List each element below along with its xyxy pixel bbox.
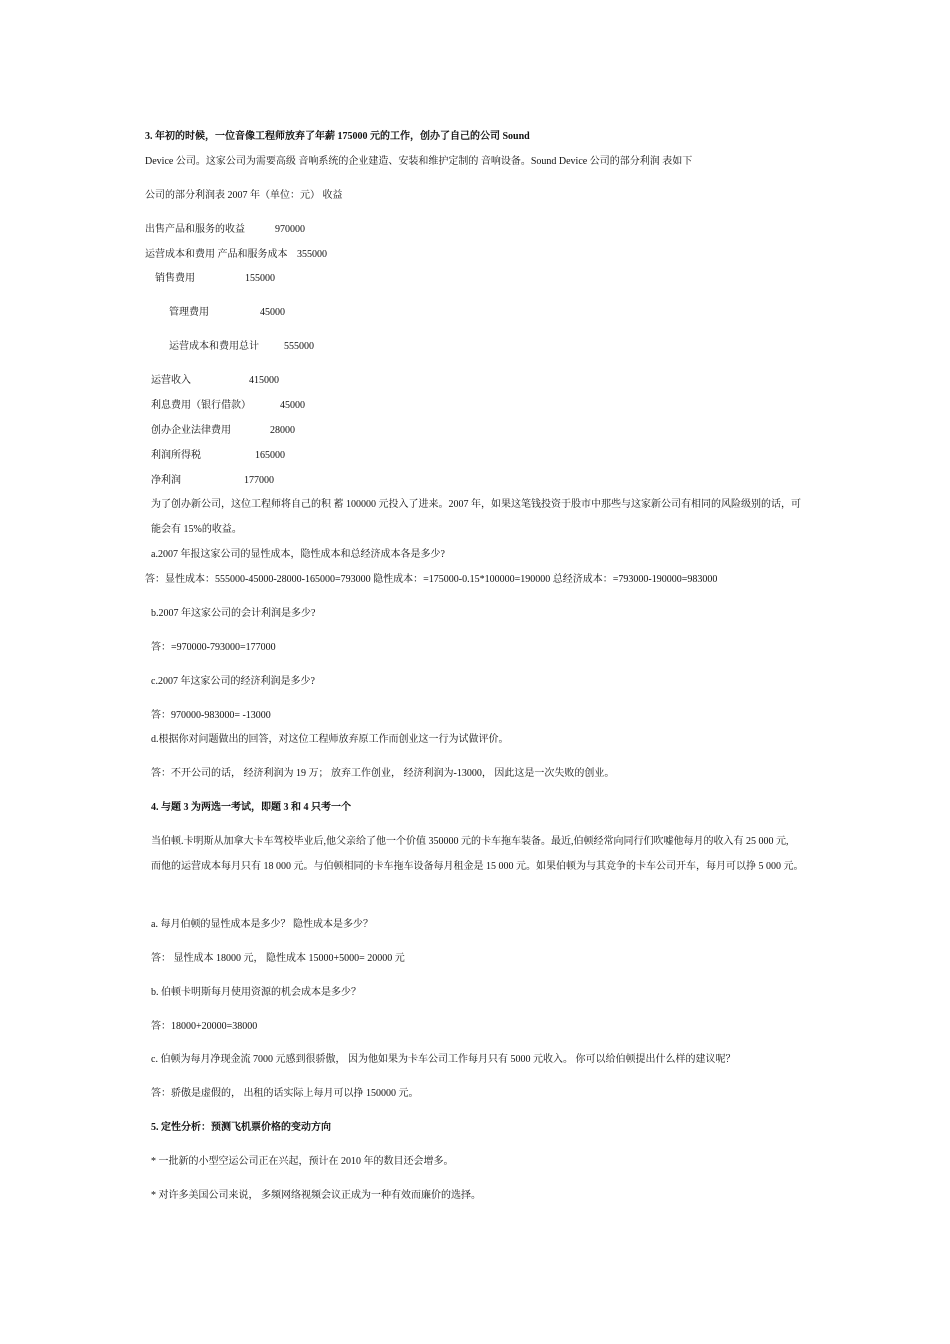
q3-answer-a: 答：显性成本：555000-45000-28000-165000=793000 隐性成本：=175000-0.15*100000=190000 总经济成本：=793000-190000=983000	[145, 574, 718, 585]
row-label: 利息费用（银行借款）	[151, 400, 251, 411]
q4-heading: 4. 与题 3 为两选一考试，即题 3 和 4 只考一个	[151, 802, 351, 813]
row-value: 28000	[270, 425, 295, 436]
row-value: 45000	[260, 307, 285, 318]
q3-answer-d: 答：不开公司的话， 经济利润为 19 万； 放弃工作创业， 经济利润为-13000， 因此这是一次失败的创业。	[151, 768, 615, 779]
row-label: 利润所得税	[151, 450, 201, 461]
q3-intro: Device 公司。这家公司为需要高级 音响系统的企业建造、安装和维护定制的 音响设备。Sound Device 公司的部分利润 表如下	[145, 156, 693, 167]
q3-question-c: c.2007 年这家公司的经济利润是多少?	[151, 676, 315, 687]
row-label: 净利润	[151, 475, 181, 486]
q3-question-d: d.根据你对问题做出的回答，对这位工程师放弃原工作而创业这一行为试做评价。	[151, 734, 509, 745]
row-label: 出售产品和服务的收益	[145, 224, 245, 235]
q5-heading: 5. 定性分析：预测飞机票价格的变动方向	[151, 1122, 331, 1133]
row-value: 155000	[245, 273, 275, 284]
q4-answer-b: 答：18000+20000=38000	[151, 1021, 258, 1032]
q3-heading: 3. 年初的时候，一位音像工程师放弃了年薪 175000 元的工作，创办了自己的公司 Sound	[145, 131, 530, 142]
q3-answer-c: 答：970000-983000= -13000	[151, 710, 271, 721]
row-label: 销售费用	[155, 273, 195, 284]
row-label: 运营成本和费用 产品和服务成本	[145, 249, 288, 260]
row-value: 355000	[297, 249, 327, 260]
row-label: 运营成本和费用总计	[169, 341, 259, 352]
q4-answer-c: 答：骄傲是虚假的， 出租的话实际上每月可以挣 150000 元。	[151, 1088, 419, 1099]
row-value: 177000	[244, 475, 274, 486]
q4-question-b: b. 伯顿卡明斯每月使用资源的机会成本是多少？	[151, 987, 361, 998]
q3-paragraph-line2: 能会有 15%的收益。	[151, 524, 242, 535]
q3-question-b: b.2007 年这家公司的会计利润是多少?	[151, 608, 316, 619]
row-value: 165000	[255, 450, 285, 461]
income-statement-title: 公司的部分利润表 2007 年（单位：元） 收益	[145, 190, 343, 201]
row-value: 970000	[275, 224, 305, 235]
row-value: 415000	[249, 375, 279, 386]
row-value: 555000	[284, 341, 314, 352]
q4-paragraph-line2: 而他的运营成本每月只有 18 000 元。与伯顿相同的卡车拖车设备每月租金是 15 000 元。如果伯顿为与其竞争的卡车公司开车，每月可以挣 5 000 元。	[151, 861, 804, 872]
q5-bullet-1: * 一批新的小型空运公司正在兴起，预计在 2010 年的数目还会增多。	[151, 1156, 454, 1167]
row-label: 运营收入	[151, 375, 191, 386]
row-label: 管理费用	[169, 307, 209, 318]
q3-question-a: a.2007 年报这家公司的显性成本，隐性成本和总经济成本各是多少?	[151, 549, 445, 560]
q3-answer-b: 答：=970000-793000=177000	[151, 642, 276, 653]
q5-bullet-2: * 对许多美国公司来说， 多频网络视频会议正成为一种有效而廉价的选择。	[151, 1190, 481, 1201]
q4-paragraph-line1: 当伯顿.卡明斯从加拿大卡车驾校毕业后,他父亲给了他一个价值 350000 元的卡车拖车装备。最近,伯顿经常向同行们吹嘘他每月的收入有 25 000 元,	[151, 836, 789, 847]
q4-answer-a: 答： 显性成本 18000 元， 隐性成本 15000+5000= 20000 元	[151, 953, 405, 964]
q4-question-c: c. 伯顿为每月净现金流 7000 元感到很骄傲， 因为他如果为卡车公司工作每月只有 5000 元收入。 你可以给伯顿提出什么样的建议呢？	[151, 1054, 736, 1065]
q4-question-a: a. 每月伯顿的显性成本是多少？ 隐性成本是多少？	[151, 919, 373, 930]
q3-paragraph-line1: 为了创办新公司，这位工程师将自己的积 蓄 100000 元投入了进来。2007 年，如果这笔钱投资于股市中那些与这家新公司有相同的风险级别的话，可	[151, 499, 801, 510]
row-label: 创办企业法律费用	[151, 425, 231, 436]
row-value: 45000	[280, 400, 305, 411]
